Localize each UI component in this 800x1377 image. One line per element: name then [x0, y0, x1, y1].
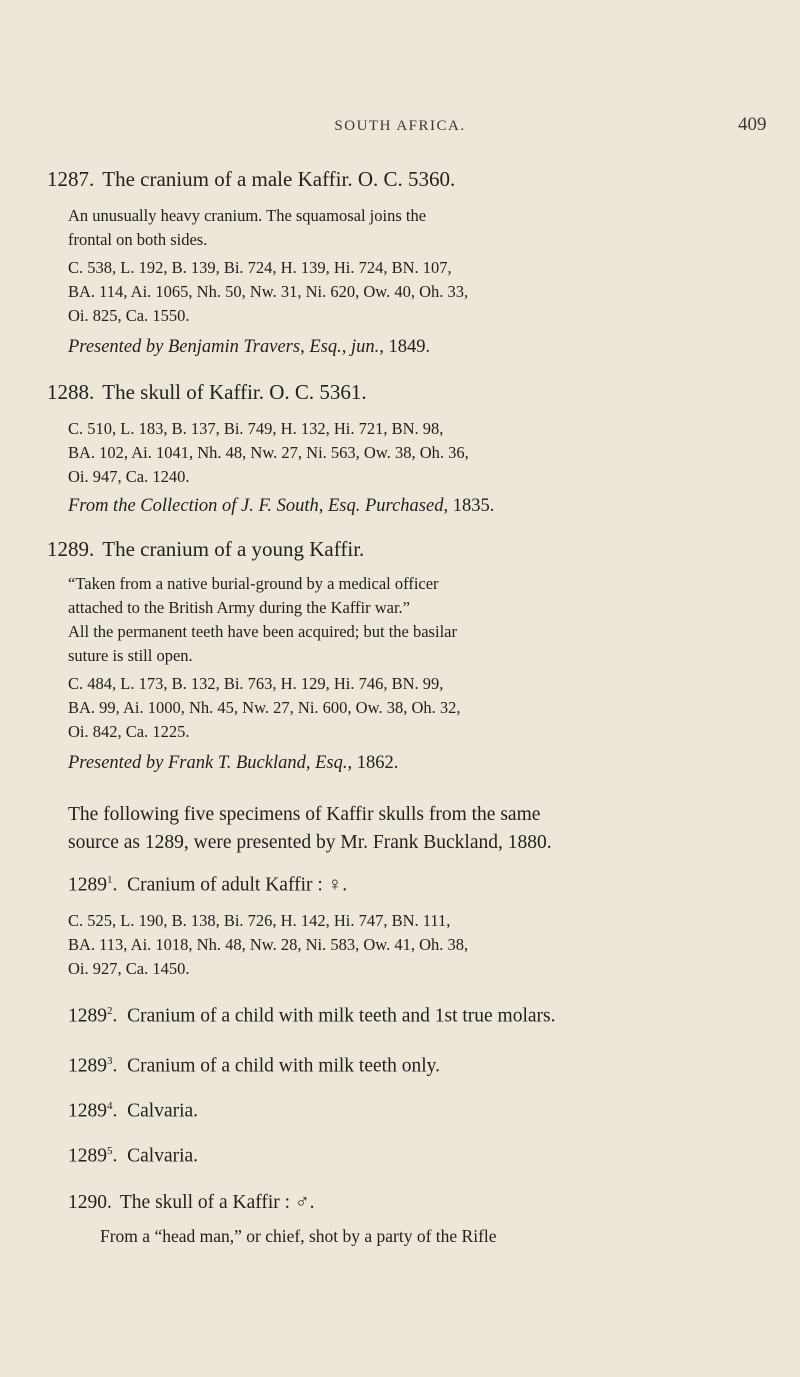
entry-heading [47, 380, 367, 405]
sub-entry-heading: 1289$^4$. Calvaria. [68, 1100, 199, 1122]
provenance-text: From the Collection of J. F. South, Esq. Purchased, [68, 496, 449, 516]
description-line: An unusually heavy cranium. The squamosal joins the [68, 206, 427, 225]
quotation-line: attached to the British Army during the Kaffir war.” [68, 598, 410, 617]
intro-line: The following five specimens of Kaffir skulls from the same [68, 804, 541, 825]
sub-entry-text: Calvaria. [127, 1145, 199, 1167]
sub-entry-text: Cranium of adult Kaffir : ♀. [127, 874, 348, 896]
entry-number: 1288. [47, 380, 95, 404]
running-head: SOUTH AFRICA. [334, 118, 466, 134]
provenance-line [68, 496, 494, 517]
measurements-line: Oi. 927, Ca. 1450. [68, 959, 190, 978]
entry-heading [47, 537, 364, 562]
sub-entry-index: 1 [107, 874, 113, 886]
sub-entry-number: 1289 [68, 1005, 107, 1027]
measurements-line: Oi. 825, Ca. 1550. [68, 306, 190, 325]
sub-entry-number: 1289 [68, 1055, 107, 1077]
measurements-line: Oi. 842, Ca. 1225. [68, 722, 190, 741]
entry-number: 1289. [47, 537, 95, 561]
provenance-year: 1835. [452, 496, 495, 516]
sub-entry-index: 3 [107, 1055, 113, 1067]
sub-entry-text: Calvaria. [127, 1100, 199, 1122]
sub-entry-heading: 1289$^5$. Calvaria. [68, 1145, 199, 1167]
sub-entry-index: 5 [107, 1145, 113, 1157]
measurements-line: BA. 114, Ai. 1065, Nh. 50, Nw. 31, Ni. 620, Ow. 40, Oh. 33, [68, 282, 469, 301]
sub-entry-number: 1289 [68, 874, 107, 896]
measurements-line: BA. 113, Ai. 1018, Nh. 48, Nw. 28, Ni. 583, Ow. 41, Oh. 38, [68, 935, 469, 954]
provenance-year: 1849. [388, 337, 431, 357]
entry-title: The skull of a Kaffir : ♂. [119, 1192, 315, 1213]
sub-entry-number: 1289 [68, 1145, 107, 1167]
sub-entry-text: Cranium of a child with milk teeth and 1st true molars. [127, 1005, 556, 1027]
description-line: suture is still open. [68, 646, 193, 665]
entry-number: 1290. [68, 1192, 112, 1213]
measurements-line: Oi. 947, Ca. 1240. [68, 467, 190, 486]
page-number: 409 [738, 114, 767, 135]
entry-title: The cranium of a male Kaffir. O. C. 5360. [102, 167, 456, 191]
description-line: frontal on both sides. [68, 230, 208, 249]
provenance-year: 1862. [356, 753, 399, 773]
entry-title: The cranium of a young Kaffir. [102, 537, 365, 561]
entry-number: 1287. [47, 167, 95, 191]
intro-line: source as 1289, were presented by Mr. Frank Buckland, 1880. [68, 832, 552, 853]
provenance-line [68, 753, 398, 774]
provenance-text: Presented by Frank T. Buckland, Esq., [68, 753, 353, 773]
sub-entry-text: Cranium of a child with milk teeth only. [127, 1055, 440, 1077]
measurements-line: BA. 102, Ai. 1041, Nh. 48, Nw. 27, Ni. 563, Ow. 38, Oh. 36, [68, 443, 469, 462]
sub-entry-heading: 1289$^2$. Cranium of a child with milk teeth and 1st true molars. [68, 1005, 556, 1027]
measurements-line: C. 510, L. 183, B. 137, Bi. 749, H. 132, Hi. 721, BN. 98, [68, 419, 444, 438]
description-line: All the permanent teeth have been acquired; but the basilar [68, 622, 457, 641]
entry-heading [47, 167, 455, 192]
description-line: From a “head man,” or chief, shot by a party of the Rifle [100, 1226, 497, 1246]
measurements-line: C. 525, L. 190, B. 138, Bi. 726, H. 142, Hi. 747, BN. 111, [68, 911, 451, 930]
entry-heading [68, 1192, 314, 1214]
measurements-line: BA. 99, Ai. 1000, Nh. 45, Nw. 27, Ni. 600, Ow. 38, Oh. 32, [68, 698, 461, 717]
sub-entry-index: 4 [107, 1100, 113, 1112]
sub-entry-heading: 1289$^3$. Cranium of a child with milk teeth only. [68, 1055, 440, 1077]
sub-entry-number: 1289 [68, 1100, 107, 1122]
measurements-line: C. 484, L. 173, B. 132, Bi. 763, H. 129, Hi. 746, BN. 99, [68, 674, 444, 693]
provenance-text: Presented by Benjamin Travers, Esq., jun., [68, 337, 384, 357]
provenance-line [68, 337, 430, 358]
sub-entry-heading: 1289$^1$. Cranium of adult Kaffir : ♀. [68, 874, 348, 896]
entry-title: The skull of Kaffir. O. C. 5361. [102, 380, 367, 404]
sub-entry-index: 2 [107, 1005, 113, 1017]
quotation-line: “Taken from a native burial-ground by a medical officer [68, 574, 439, 593]
measurements-line: C. 538, L. 192, B. 139, Bi. 724, H. 139, Hi. 724, BN. 107, [68, 258, 452, 277]
